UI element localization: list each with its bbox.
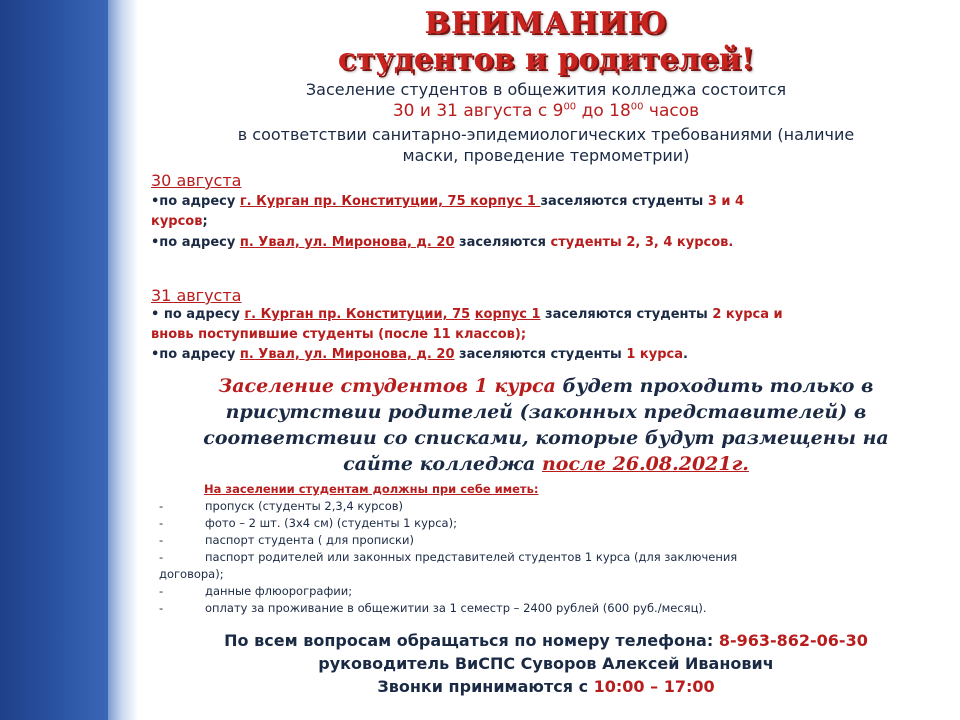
notice-line-3: соответствии со списками, которые будут размещены на xyxy=(203,427,889,449)
day2-item2-address: п. Увал, ул. Миронова, д. 20 xyxy=(239,347,455,362)
notice-highlight: Заселение студентов 1 курса xyxy=(218,375,556,397)
intro-line-1: Заселение студентов в общежития колледжа состоится xyxy=(305,80,787,99)
bring-item xyxy=(159,499,403,513)
day2-item2-courses: 1 курса xyxy=(626,347,683,362)
day2-item1-prefix: • по адресу xyxy=(151,307,245,322)
bring-item xyxy=(159,533,414,547)
title-line-1: ВНИМАНИЮ xyxy=(424,6,668,41)
day2-item1-line2: вновь поступившие студенты (после 11 классов); xyxy=(151,327,527,342)
time-prefix: 30 и 31 августа с 9 xyxy=(392,101,564,121)
bring-heading: На заселении студентам должны при себе иметь: xyxy=(204,482,539,496)
day1-item2-courses: студенты 2, 3, 4 курсов. xyxy=(550,235,734,250)
time-from-sup: 00 xyxy=(563,101,577,113)
intro-line-4: маски, проведение термометрии) xyxy=(402,146,690,165)
notice-line-2: присутствии родителей (законных представителей) в xyxy=(225,401,867,423)
time-mid: до 18 xyxy=(576,101,631,121)
day2-heading: 31 августа xyxy=(151,286,242,305)
bring-item-text: паспорт родителей или законных представителей студентов 1 курса (для заключения xyxy=(205,550,738,564)
bring-item xyxy=(159,516,457,530)
intro-dates-time xyxy=(140,101,952,121)
day1-item1-mid: заселяются студенты xyxy=(540,194,708,209)
notice-line-4 xyxy=(140,453,952,475)
bring-dash: - xyxy=(159,550,164,564)
bring-item-text: фото – 2 шт. (3х4 см) (студенты 1 курса); xyxy=(205,516,457,530)
day1-heading: 30 августа xyxy=(151,171,242,190)
notice-line1-suffix: будет проходить только в xyxy=(555,375,874,397)
day2-item1-building: корпус 1 xyxy=(474,307,541,322)
notice-date: после 26.08.2021г. xyxy=(541,453,749,475)
day1-item1-semicolon: ; xyxy=(202,214,208,229)
day2-item1 xyxy=(151,307,783,322)
bring-item-text: паспорт студента ( для прописки) xyxy=(205,533,414,547)
bring-item xyxy=(159,584,352,598)
bring-dash: - xyxy=(159,601,164,615)
day2-item2-mid: заселяются студенты xyxy=(454,347,627,362)
notice-line4-prefix: сайте колледжа xyxy=(343,453,542,475)
bring-item-text: оплату за проживание в общежитии за 1 семестр – 2400 рублей (600 руб./месяц). xyxy=(205,601,707,615)
intro-line-3: в соответствии санитарно-эпидемиологических требованиями (наличие xyxy=(237,125,855,144)
contact-line-3 xyxy=(140,677,952,696)
contact-prefix: По всем вопросам обращаться по номеру телефона: xyxy=(224,631,719,650)
day1-item1-end: курсов xyxy=(151,214,203,229)
title-line-2: студентов и родителей! xyxy=(337,42,755,77)
bring-dash: - xyxy=(159,499,164,513)
day1-item1 xyxy=(151,194,744,209)
time-suffix: часов xyxy=(643,101,700,121)
day1-item1-courses: 3 и 4 xyxy=(707,194,745,209)
day2-item2-end: . xyxy=(682,347,688,362)
day2-item2 xyxy=(151,347,688,362)
announcement xyxy=(140,0,952,720)
time-to-sup: 00 xyxy=(630,101,644,113)
day2-item2-prefix: •по адресу xyxy=(151,347,240,362)
bring-dash: - xyxy=(159,516,164,530)
day1-item2-mid: заселяются xyxy=(454,235,551,250)
day1-item1-address: г. Курган пр. Конституции, 75 корпус 1 xyxy=(239,194,541,209)
contact-line-2: руководитель ВиСПС Суворов Алексей Иванович xyxy=(318,654,774,673)
day2-item1-address: г. Курган пр. Конституции, 75 xyxy=(244,307,471,322)
bring-item xyxy=(159,601,707,615)
contact-hours-prefix: Звонки принимаются с xyxy=(377,677,594,696)
notice-line-1 xyxy=(140,375,952,397)
sidebar-decoration xyxy=(0,0,108,720)
day1-item1-cont xyxy=(151,214,208,229)
bring-item-text: пропуск (студенты 2,3,4 курсов) xyxy=(205,499,403,513)
bring-dash: - xyxy=(159,533,164,547)
contact-line-1 xyxy=(140,631,952,650)
bring-item-cont: договора); xyxy=(159,567,224,581)
day1-item2-prefix: •по адресу xyxy=(151,235,240,250)
contact-phone: 8-963-862-06-30 xyxy=(718,631,868,650)
bring-dash: - xyxy=(159,584,164,598)
bring-item xyxy=(159,550,737,564)
bring-item-text: данные флюорографии; xyxy=(205,584,353,598)
sidebar-gradient-edge xyxy=(108,0,138,720)
day2-item1-mid: заселяются студенты xyxy=(540,307,713,322)
day1-item2-address: п. Увал, ул. Миронова, д. 20 xyxy=(239,235,455,250)
day1-item1-prefix: •по адресу xyxy=(151,194,240,209)
day1-item2 xyxy=(151,235,733,250)
day2-item1-courses: 2 курса и xyxy=(712,307,783,322)
contact-hours: 10:00 – 17:00 xyxy=(593,677,715,696)
